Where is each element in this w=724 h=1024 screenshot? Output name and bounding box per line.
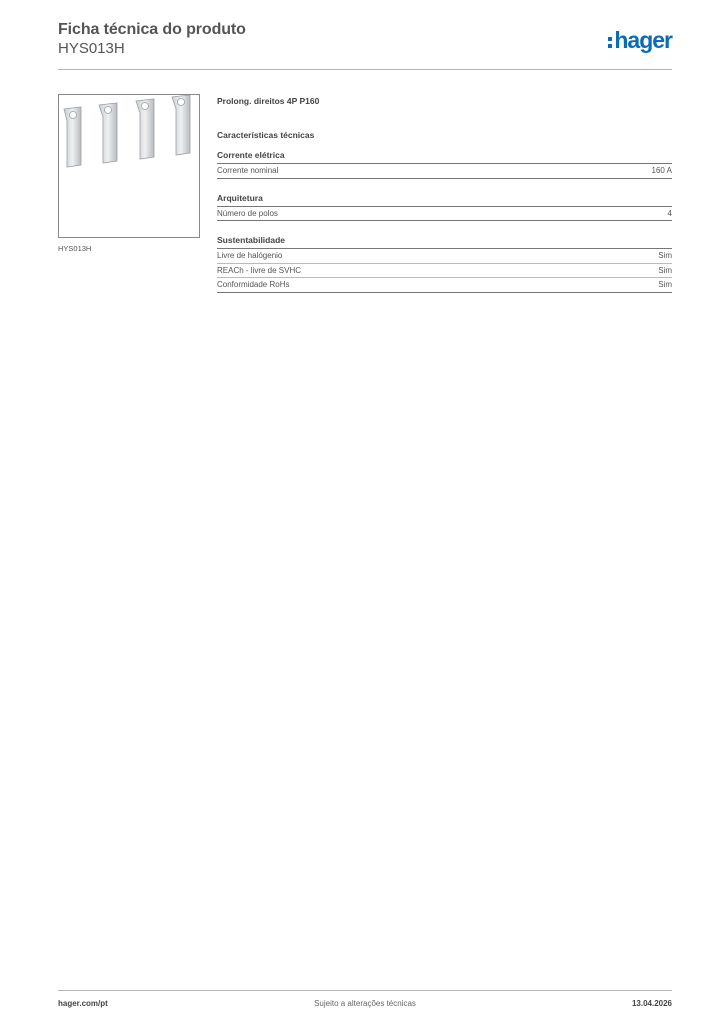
footer-website-link[interactable]: hager.com/pt (58, 999, 108, 1008)
specifications (217, 96, 672, 293)
product-name: Prolong. direitos 4P P160 (217, 96, 320, 106)
spec-value: Sim (658, 265, 672, 275)
spec-group-sustainability (217, 235, 672, 293)
page-title: Ficha técnica do produto (58, 21, 246, 38)
spec-row (217, 164, 672, 179)
spec-label: Conformidade RoHs (217, 280, 290, 289)
spec-row (217, 207, 672, 222)
product-image (58, 94, 200, 238)
product-code: HYS013H (58, 40, 125, 57)
page-footer (58, 990, 672, 1015)
connector-2 (99, 103, 117, 163)
group-title: Sustentabilidade (217, 235, 672, 249)
group-title: Arquitetura (217, 193, 672, 207)
spec-row (217, 264, 672, 279)
group-title: Corrente elétrica (217, 150, 672, 164)
spec-group-architecture (217, 193, 672, 222)
spec-label: Corrente nominal (217, 166, 279, 175)
footer-disclaimer: Sujeito a alterações técnicas (314, 999, 416, 1008)
connector-3 (136, 99, 154, 159)
spec-value: 160 A (651, 166, 672, 175)
busbar-extension-illustration (59, 95, 199, 237)
connector-4 (172, 95, 190, 155)
spec-row (217, 278, 672, 293)
spec-group-electric (217, 150, 672, 179)
connector-1 (64, 107, 81, 167)
spec-label: Livre de halógenio (217, 251, 283, 260)
spec-label: Número de polos (217, 208, 278, 218)
spec-label: REACh - livre de SVHC (217, 265, 302, 275)
spec-value: Sim (658, 251, 672, 260)
spec-value: 4 (667, 208, 672, 218)
footer-date: 13.04.2026 (631, 999, 672, 1008)
logo-text: hager (614, 27, 672, 53)
specs-heading: Características técnicas (217, 130, 315, 140)
spec-row (217, 249, 672, 264)
logo-dots-icon (608, 37, 612, 48)
page-header (58, 20, 672, 70)
hager-logo (608, 29, 672, 52)
image-caption: HYS013H (58, 244, 92, 253)
spec-value: Sim (658, 280, 672, 289)
